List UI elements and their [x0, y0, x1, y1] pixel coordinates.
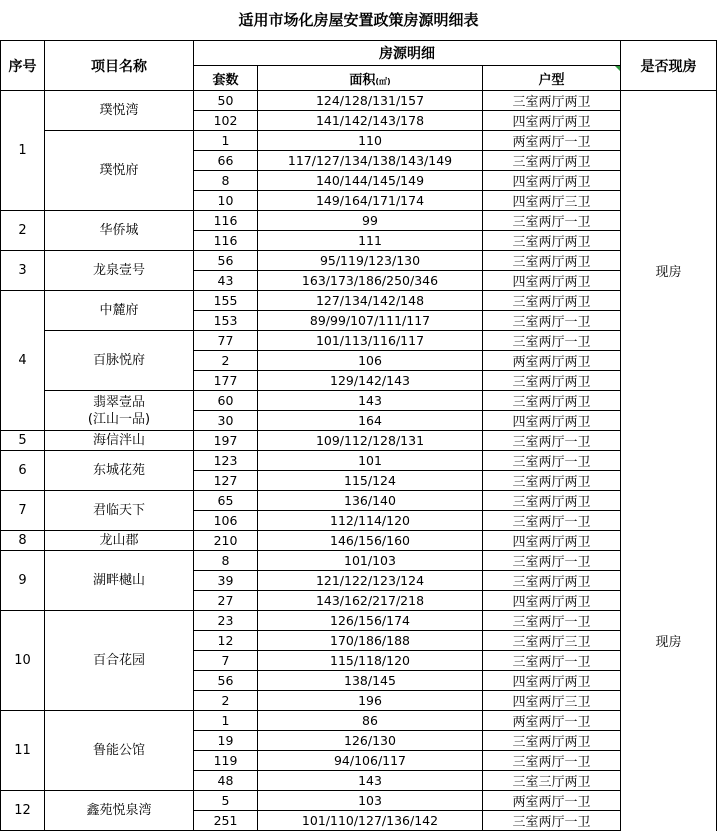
count-cell: 23 — [194, 611, 258, 631]
housing-table — [0, 40, 717, 831]
layout-type-cell: 四室两厅两卫 — [483, 271, 621, 291]
area-cell: 143 — [258, 771, 483, 791]
table-row — [1, 131, 717, 151]
area-cell: 143/162/217/218 — [258, 591, 483, 611]
area-cell: 126/130 — [258, 731, 483, 751]
count-cell: 127 — [194, 471, 258, 491]
project-name-cell — [45, 251, 194, 291]
layout-type-cell: 四室两厅两卫 — [483, 671, 621, 691]
project-name-cell — [45, 551, 194, 611]
layout-type-cell: 三室两厅一卫 — [483, 311, 621, 331]
layout-type-cell: 三室两厅一卫 — [483, 511, 621, 531]
area-cell: 170/186/188 — [258, 631, 483, 651]
layout-type-cell: 三室两厅三卫 — [483, 631, 621, 651]
header-detail: 房源明细 — [194, 41, 621, 66]
project-name: 璞悦湾 — [99, 103, 139, 118]
layout-type-cell: 三室两厅一卫 — [483, 611, 621, 631]
project-name-cell — [45, 431, 194, 451]
seq-cell: 3 — [1, 251, 45, 291]
count-cell: 12 — [194, 631, 258, 651]
count-cell: 60 — [194, 391, 258, 411]
table-row — [1, 791, 717, 811]
layout-type-cell: 三室两厅两卫 — [483, 371, 621, 391]
seq-cell: 9 — [1, 551, 45, 611]
project-name-cell — [45, 131, 194, 211]
count-cell: 123 — [194, 451, 258, 471]
count-cell: 66 — [194, 151, 258, 171]
count-cell: 19 — [194, 731, 258, 751]
area-cell: 121/122/123/124 — [258, 571, 483, 591]
seq-cell: 1 — [1, 91, 45, 211]
table-row — [1, 91, 717, 111]
area-cell: 127/134/142/148 — [258, 291, 483, 311]
seq-cell: 7 — [1, 491, 45, 531]
count-cell: 116 — [194, 211, 258, 231]
project-name: 百合花园 — [92, 653, 145, 668]
area-cell: 163/173/186/250/346 — [258, 271, 483, 291]
project-name: 鲁能公馆 — [92, 743, 145, 758]
area-cell: 110 — [258, 131, 483, 151]
count-cell: 56 — [194, 251, 258, 271]
area-cell: 164 — [258, 411, 483, 431]
project-name: 龙山郡 — [99, 533, 139, 548]
count-cell: 39 — [194, 571, 258, 591]
layout-type-cell: 四室两厅两卫 — [483, 591, 621, 611]
area-cell: 99 — [258, 211, 483, 231]
count-cell: 1 — [194, 711, 258, 731]
area-cell: 117/127/134/138/143/149 — [258, 151, 483, 171]
table-row — [1, 251, 717, 271]
layout-type-cell: 两室两厅一卫 — [483, 791, 621, 811]
area-cell: 196 — [258, 691, 483, 711]
table-row — [1, 611, 717, 631]
count-cell: 27 — [194, 591, 258, 611]
area-cell: 94/106/117 — [258, 751, 483, 771]
area-cell: 89/99/107/111/117 — [258, 311, 483, 331]
seq-cell: 12 — [1, 791, 45, 831]
layout-type-cell: 四室两厅三卫 — [483, 191, 621, 211]
table-row — [1, 391, 717, 411]
area-cell: 136/140 — [258, 491, 483, 511]
count-cell: 2 — [194, 351, 258, 371]
layout-type-cell: 三室三厅两卫 — [483, 771, 621, 791]
layout-type-cell: 三室两厅两卫 — [483, 491, 621, 511]
area-cell: 115/124 — [258, 471, 483, 491]
area-cell: 115/118/120 — [258, 651, 483, 671]
area-cell: 106 — [258, 351, 483, 371]
table-row — [1, 711, 717, 731]
layout-type-cell: 三室两厅两卫 — [483, 231, 621, 251]
area-cell: 146/156/160 — [258, 531, 483, 551]
table-row — [1, 331, 717, 351]
layout-type-cell: 三室两厅两卫 — [483, 91, 621, 111]
count-cell: 153 — [194, 311, 258, 331]
header-seq: 序号 — [1, 41, 45, 91]
project-name: 海信泮山 — [92, 433, 145, 448]
project-name-cell — [45, 531, 194, 551]
layout-type-cell: 三室两厅一卫 — [483, 331, 621, 351]
count-cell: 8 — [194, 171, 258, 191]
area-cell: 112/114/120 — [258, 511, 483, 531]
project-name: 君临天下 — [92, 503, 145, 518]
layout-type-cell: 三室两厅两卫 — [483, 151, 621, 171]
header-area-label: 面积 — [349, 72, 376, 88]
seq-cell: 2 — [1, 211, 45, 251]
header-area-unit: (㎡) — [375, 76, 391, 86]
project-name-cell — [45, 291, 194, 331]
count-cell: 65 — [194, 491, 258, 511]
layout-type-cell: 四室两厅两卫 — [483, 411, 621, 431]
area-cell: 101/113/116/117 — [258, 331, 483, 351]
count-cell: 2 — [194, 691, 258, 711]
area-cell: 101/103 — [258, 551, 483, 571]
area-cell: 101 — [258, 451, 483, 471]
count-cell: 56 — [194, 671, 258, 691]
seq-cell: 4 — [1, 291, 45, 431]
project-name-cell — [45, 451, 194, 491]
area-cell: 103 — [258, 791, 483, 811]
table-row — [1, 451, 717, 471]
layout-type-cell: 三室两厅两卫 — [483, 471, 621, 491]
area-cell: 140/144/145/149 — [258, 171, 483, 191]
layout-type-cell: 三室两厅一卫 — [483, 751, 621, 771]
project-name: 翡翠壹品 — [92, 394, 145, 410]
comment-marker-icon — [615, 66, 620, 71]
project-name: 东城花苑 — [92, 463, 145, 478]
seq-cell: 6 — [1, 451, 45, 491]
layout-type-cell: 三室两厅两卫 — [483, 731, 621, 751]
ready-status-cell: 现房 — [621, 451, 717, 831]
project-name: 龙泉壹号 — [92, 263, 145, 278]
project-name: 华侨城 — [99, 223, 139, 238]
layout-type-cell: 四室两厅三卫 — [483, 691, 621, 711]
header-type-label: 户型 — [538, 72, 565, 88]
project-name-alt: (江山一品) — [87, 411, 151, 427]
count-cell: 106 — [194, 511, 258, 531]
seq-cell: 5 — [1, 431, 45, 451]
project-name-cell — [45, 211, 194, 251]
count-cell: 30 — [194, 411, 258, 431]
layout-type-cell: 三室两厅一卫 — [483, 211, 621, 231]
seq-cell: 11 — [1, 711, 45, 791]
project-name-cell — [45, 791, 194, 831]
header-row-1 — [1, 41, 717, 66]
layout-type-cell: 三室两厅一卫 — [483, 451, 621, 471]
layout-type-cell: 三室两厅一卫 — [483, 811, 621, 831]
seq-cell: 10 — [1, 611, 45, 711]
area-cell: 149/164/171/174 — [258, 191, 483, 211]
area-cell: 126/156/174 — [258, 611, 483, 631]
count-cell: 48 — [194, 771, 258, 791]
project-name: 中麓府 — [99, 303, 139, 318]
count-cell: 119 — [194, 751, 258, 771]
layout-type-cell: 四室两厅两卫 — [483, 111, 621, 131]
area-cell: 109/112/128/131 — [258, 431, 483, 451]
layout-type-cell: 三室两厅一卫 — [483, 431, 621, 451]
count-cell: 7 — [194, 651, 258, 671]
project-name-cell — [45, 91, 194, 131]
project-name-cell — [45, 711, 194, 791]
count-cell: 210 — [194, 531, 258, 551]
layout-type-cell: 四室两厅两卫 — [483, 171, 621, 191]
project-name-cell — [45, 611, 194, 711]
count-cell: 251 — [194, 811, 258, 831]
count-cell: 116 — [194, 231, 258, 251]
layout-type-cell: 三室两厅一卫 — [483, 551, 621, 571]
count-cell: 43 — [194, 271, 258, 291]
project-name-cell — [45, 491, 194, 531]
area-cell: 95/119/123/130 — [258, 251, 483, 271]
table-row — [1, 291, 717, 311]
area-cell: 111 — [258, 231, 483, 251]
project-name: 百脉悦府 — [92, 353, 145, 368]
count-cell: 102 — [194, 111, 258, 131]
count-cell: 8 — [194, 551, 258, 571]
table-row — [1, 491, 717, 511]
header-ready: 是否现房 — [621, 41, 717, 91]
table-row — [1, 431, 717, 451]
layout-type-cell: 三室两厅两卫 — [483, 571, 621, 591]
layout-type-cell: 三室两厅两卫 — [483, 391, 621, 411]
table-row — [1, 211, 717, 231]
header-project: 项目名称 — [45, 41, 194, 91]
count-cell: 50 — [194, 91, 258, 111]
layout-type-cell: 四室两厅两卫 — [483, 531, 621, 551]
area-cell: 141/142/143/178 — [258, 111, 483, 131]
layout-type-cell: 三室两厅两卫 — [483, 291, 621, 311]
count-cell: 5 — [194, 791, 258, 811]
area-cell: 138/145 — [258, 671, 483, 691]
area-cell: 124/128/131/157 — [258, 91, 483, 111]
project-name: 璞悦府 — [99, 163, 139, 178]
count-cell: 1 — [194, 131, 258, 151]
count-cell: 77 — [194, 331, 258, 351]
project-name-cell — [45, 391, 194, 431]
table-row — [1, 531, 717, 551]
count-cell: 155 — [194, 291, 258, 311]
area-cell: 143 — [258, 391, 483, 411]
count-cell: 177 — [194, 371, 258, 391]
page-title: 适用市场化房屋安置政策房源明细表 — [238, 11, 479, 29]
area-cell: 129/142/143 — [258, 371, 483, 391]
layout-type-cell: 两室两厅一卫 — [483, 711, 621, 731]
project-name-cell — [45, 331, 194, 391]
layout-type-cell: 三室两厅两卫 — [483, 251, 621, 271]
area-cell: 101/110/127/136/142 — [258, 811, 483, 831]
header-type — [483, 66, 621, 91]
project-name: 湖畔樾山 — [92, 573, 145, 588]
count-cell: 10 — [194, 191, 258, 211]
area-cell: 86 — [258, 711, 483, 731]
header-count: 套数 — [194, 66, 258, 91]
header-area — [258, 66, 483, 91]
count-cell: 197 — [194, 431, 258, 451]
project-name: 鑫苑悦泉湾 — [86, 803, 152, 818]
layout-type-cell: 两室两厅一卫 — [483, 131, 621, 151]
table-row — [1, 551, 717, 571]
layout-type-cell: 三室两厅一卫 — [483, 651, 621, 671]
seq-cell: 8 — [1, 531, 45, 551]
ready-status-cell: 现房 — [621, 91, 717, 451]
layout-type-cell: 两室两厅两卫 — [483, 351, 621, 371]
